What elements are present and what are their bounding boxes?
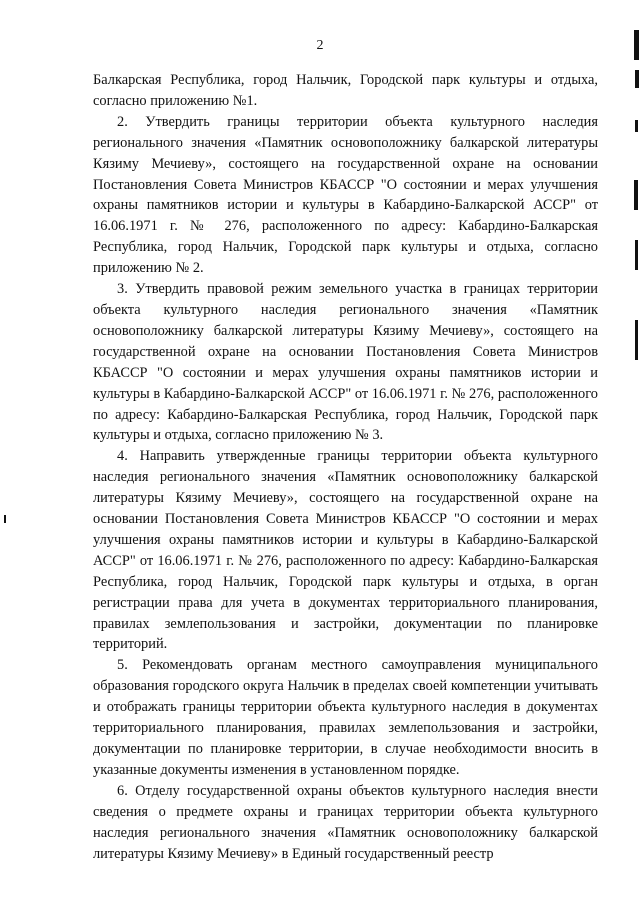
scan-edge-mark xyxy=(634,30,639,60)
paragraph-item-5: 5. Рекомендовать органам местного самоуправления муниципального образования городского округа Нальчик в пределах своей компетенции учитывать и отображать границы территории объекта культурного наследия в документах территориального планирования, правилах землепользования и застройки, документации по планировке территории, в случае необходимости вносить в указанные документы изменения в установленном порядке. xyxy=(93,657,598,778)
scan-edge-mark xyxy=(635,120,638,132)
paragraph-continuation: Балкарская Республика, город Нальчик, Городской парк культуры и отдыха, согласно приложению №1. xyxy=(93,72,598,109)
document-body xyxy=(93,70,598,864)
scan-edge-mark xyxy=(635,240,638,270)
page-number: 2 xyxy=(316,38,324,53)
scan-edge-mark xyxy=(635,70,639,88)
paragraph-item-6: 6. Отделу государственной охраны объектов культурного наследия внести сведения о предмете охраны и границах территории объекта культурного наследия регионального значения «Памятник основоположнику балкарской литературы Кязиму Мечиеву» в Единый государственный реестр xyxy=(93,782,598,862)
paragraph-item-3: 3. Утвердить правовой режим земельного участка в границах территории объекта культурного наследия регионального значения «Памятник основоположнику балкарской литературы Кязиму Мечиеву», состоящего на государственной охране на основании Постановления Совета Министров КБАССР "О состоянии и мерах улучшения охраны памятников истории и культуры в Кабардино-Балкарской АССР" от 16.06.1971 г. № 276, расположенного по адресу: Кабардино-Балкарская Республика, город Нальчик, Городской парк культуры и отдыха, согласно приложению № 3. xyxy=(93,281,598,444)
scan-edge-mark xyxy=(4,515,6,523)
scan-edge-mark xyxy=(635,320,638,360)
scan-edge-mark xyxy=(634,180,638,210)
paragraph-item-4: 4. Направить утвержденные границы территории объекта культурного наследия регионального значения «Памятник основоположнику балкарской литературы Кязиму Мечиеву», состоящего на государственной охране на основании Постановления Совета Министров КБАССР "О состоянии и мерах улучшения охраны памятников истории и культуры в Кабардино-Балкарской АССР" от 16.06.1971 г. № 276, расположенного по адресу: Кабардино-Балкарская Республика, город Нальчик, Городской парк культуры и отдыха, в орган регистрации права для учета в документах территориального планирования, правилах землепользования и застройки, документации по планировке территорий. xyxy=(93,448,598,653)
paragraph-item-2: 2. Утвердить границы территории объекта культурного наследия регионального значения «Памятник основоположнику балкарской литературы Кязиму Мечиеву», состоящего на государственной охране на основании Постановления Совета Министров КБАССР "О состоянии и мерах улучшения охраны памятников истории и культуры в Кабардино-Балкарской АССР" от 16.06.1971 г. № 276, расположенного по адресу: Кабардино-Балкарская Республика, город Нальчик, Городской парк культуры и отдыха, согласно приложению № 2. xyxy=(93,113,598,277)
